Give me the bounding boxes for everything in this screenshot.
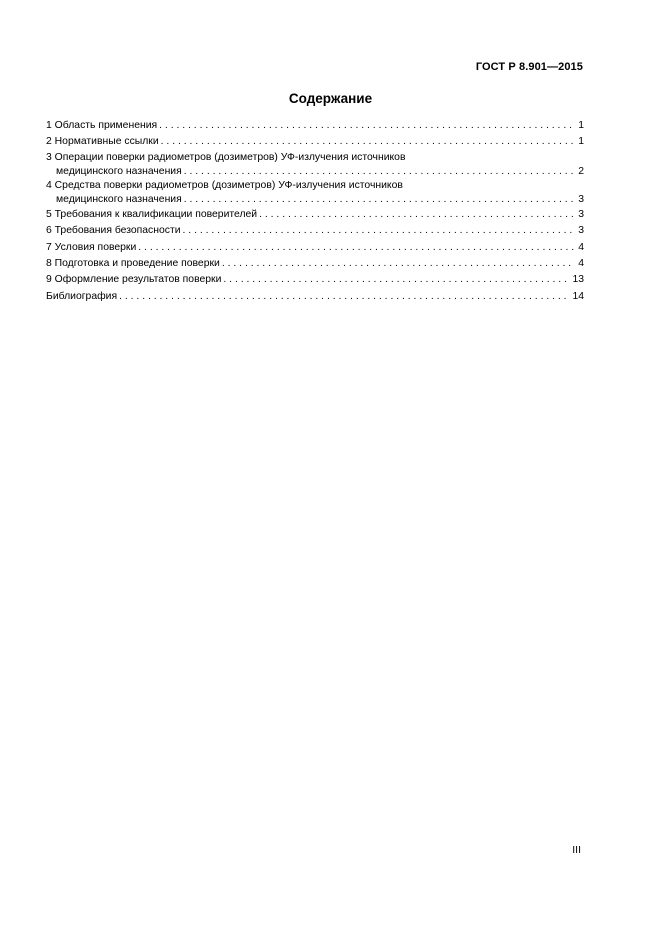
toc-entry-title-continued: медицинского назначения	[56, 193, 182, 205]
toc-entry-title: 3 Операции поверки радиометров (дозиметров) УФ-излучения источников	[46, 151, 406, 163]
toc-entry-page: 2	[578, 165, 584, 177]
toc-entry-title: 1 Область применения	[46, 120, 158, 131]
toc-entry[interactable]	[46, 272, 584, 288]
toc-entry-title: 4 Средства поверки радиометров (дозиметров) УФ-излучения источников	[46, 179, 403, 191]
dot-leader	[119, 289, 570, 305]
toc-entry[interactable]	[46, 256, 584, 272]
toc-entry-page: 1	[578, 136, 584, 148]
toc-entry-title: 2 Нормативные ссылки	[46, 136, 159, 148]
dot-leader	[222, 256, 574, 272]
toc-entry-title: 5 Требования к квалификации поверителей	[46, 208, 258, 220]
dot-leader	[259, 207, 574, 223]
toc-entry[interactable]	[46, 134, 584, 150]
toc-entry-page: 14	[572, 290, 584, 302]
page-number: III	[572, 844, 581, 856]
toc-entry-page: 3	[578, 225, 584, 237]
toc-entry-title: 6 Требования безопасности	[46, 225, 181, 237]
toc-entry[interactable]	[46, 179, 584, 207]
toc-entry-title: 7 Условия поверки	[46, 241, 137, 253]
toc-entry[interactable]	[46, 223, 584, 239]
dot-leader	[161, 134, 574, 150]
document-code: ГОСТ Р 8.901—2015	[475, 61, 583, 73]
toc-entry-title: Библиография	[46, 290, 118, 302]
toc-entry-title: 8 Подготовка и проведение поверки	[46, 257, 220, 269]
toc-entry-page: 4	[578, 257, 584, 269]
toc-entry[interactable]	[46, 118, 584, 134]
toc-entry[interactable]	[46, 289, 584, 305]
toc-entry[interactable]	[46, 240, 584, 256]
table-of-contents	[46, 118, 584, 305]
dot-leader	[138, 240, 574, 256]
toc-entry-page: 3	[578, 208, 584, 220]
dot-leader	[223, 272, 570, 288]
dot-leader	[159, 118, 574, 134]
dot-leader	[184, 165, 574, 179]
toc-entry[interactable]	[46, 207, 584, 223]
toc-entry-title-continued: медицинского назначения	[56, 165, 182, 177]
toc-title: Содержание	[288, 91, 373, 106]
dot-leader	[183, 223, 574, 239]
toc-entry-page: 1	[578, 120, 584, 131]
toc-entry[interactable]	[46, 151, 584, 179]
dot-leader	[184, 193, 574, 207]
toc-entry-page: 3	[578, 193, 584, 205]
toc-entry-title: 9 Оформление результатов поверки	[46, 274, 222, 286]
toc-entry-page: 4	[578, 241, 584, 253]
toc-entry-page: 13	[572, 274, 584, 286]
